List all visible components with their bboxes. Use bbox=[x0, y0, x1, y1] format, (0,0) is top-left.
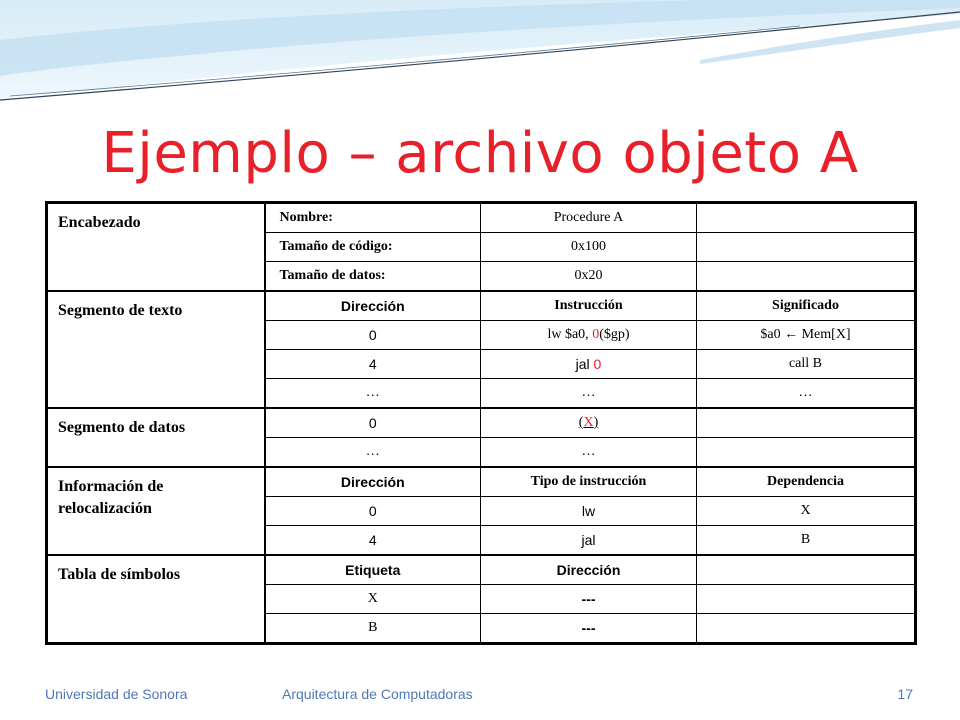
paren-close: ) bbox=[593, 415, 599, 430]
data-value-cell bbox=[481, 408, 697, 438]
data-symbol: X bbox=[583, 415, 594, 430]
empty-cell bbox=[697, 438, 916, 468]
address-cell: 4 bbox=[265, 526, 481, 556]
instruction-cell bbox=[481, 321, 697, 350]
section-header-label: Encabezado bbox=[47, 203, 265, 292]
slide-title: Ejemplo – archivo objeto A bbox=[101, 121, 859, 186]
empty-cell bbox=[697, 585, 916, 614]
section-relocation-label: Información de relocalización bbox=[47, 467, 265, 555]
column-header: Dependencia bbox=[697, 467, 916, 497]
symbol-address-cell: --- bbox=[481, 585, 697, 614]
footer-course: Arquitectura de Computadoras bbox=[282, 686, 473, 702]
meaning-cell: call B bbox=[697, 350, 916, 379]
data-value-cell: … bbox=[481, 438, 697, 468]
address-cell: … bbox=[265, 438, 481, 468]
header-wave-decoration bbox=[0, 0, 960, 120]
column-header: Significado bbox=[697, 291, 916, 321]
dependency-cell: B bbox=[697, 526, 916, 556]
dependency-cell: X bbox=[697, 497, 916, 526]
address-cell: … bbox=[265, 379, 481, 409]
header-field-value: 0x100 bbox=[481, 233, 697, 262]
symbol-label-cell: B bbox=[265, 614, 481, 644]
address-cell: 0 bbox=[265, 408, 481, 438]
column-header: Etiqueta bbox=[265, 555, 481, 585]
instruction-cell: … bbox=[481, 379, 697, 409]
address-cell: 4 bbox=[265, 350, 481, 379]
table-row bbox=[47, 291, 916, 321]
header-field-name: Tamaño de datos: bbox=[265, 262, 481, 292]
type-cell: lw bbox=[481, 497, 697, 526]
relocatable-value: 0 bbox=[593, 356, 602, 372]
symbol-label-cell: X bbox=[265, 585, 481, 614]
table-row bbox=[47, 203, 916, 233]
header-field-value: 0x20 bbox=[481, 262, 697, 292]
instruction-text: lw $a0, bbox=[547, 327, 593, 342]
section-symbols-label: Tabla de símbolos bbox=[47, 555, 265, 644]
symbol-address-cell: --- bbox=[481, 614, 697, 644]
meaning-cell: $a0 ← Mem[X] bbox=[697, 321, 916, 350]
empty-cell bbox=[697, 555, 916, 585]
empty-cell bbox=[697, 203, 916, 233]
column-header: Tipo de instrucción bbox=[481, 467, 697, 497]
section-text-label: Segmento de texto bbox=[47, 291, 265, 408]
empty-cell bbox=[697, 262, 916, 292]
paren-open: ( bbox=[578, 415, 584, 430]
instruction-text: ($gp) bbox=[599, 327, 630, 342]
header-field-name: Nombre: bbox=[265, 203, 481, 233]
footer-university: Universidad de Sonora bbox=[45, 686, 188, 702]
section-data-label: Segmento de datos bbox=[47, 408, 265, 467]
empty-cell bbox=[697, 614, 916, 644]
data-value bbox=[579, 415, 598, 430]
meaning-cell: … bbox=[697, 379, 916, 409]
header-field-name: Tamaño de código: bbox=[265, 233, 481, 262]
column-header: Dirección bbox=[481, 555, 697, 585]
address-cell: 0 bbox=[265, 497, 481, 526]
address-cell: 0 bbox=[265, 321, 481, 350]
instruction-text: jal bbox=[575, 356, 594, 372]
object-file-table bbox=[45, 201, 917, 645]
header-field-value: Procedure A bbox=[481, 203, 697, 233]
instruction-cell bbox=[481, 350, 697, 379]
relocatable-value: 0 bbox=[592, 327, 600, 342]
type-cell: jal bbox=[481, 526, 697, 556]
table-row bbox=[47, 555, 916, 585]
empty-cell bbox=[697, 408, 916, 438]
table-row bbox=[47, 467, 916, 497]
empty-cell bbox=[697, 233, 916, 262]
footer-page-number: 17 bbox=[897, 686, 913, 702]
column-header: Instrucción bbox=[481, 291, 697, 321]
table-row bbox=[47, 408, 916, 438]
column-header: Dirección bbox=[265, 467, 481, 497]
column-header: Dirección bbox=[265, 291, 481, 321]
